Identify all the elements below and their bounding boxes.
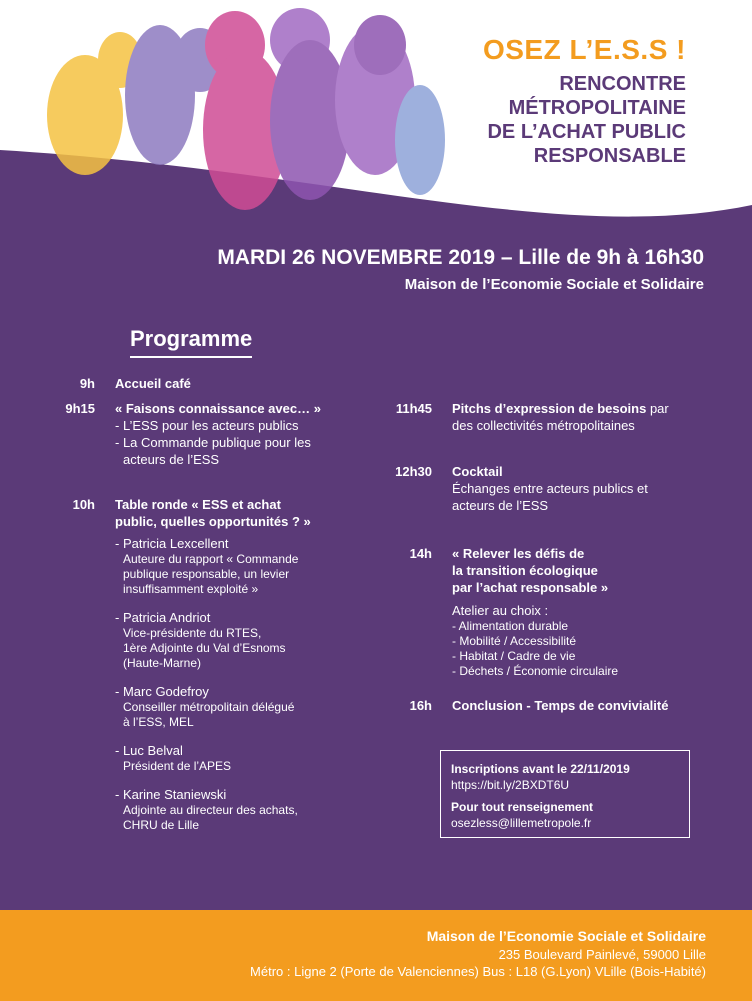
event-subtitle: RENCONTRE MÉTROPOLITAINE DE L’ACHAT PUBLIC RESPONSABLE: [487, 73, 686, 167]
conclusion: Conclusion - Temps de convivialité: [452, 698, 669, 713]
footer-transport: Métro : Ligne 2 (Porte de Valenciennes) Bus : L18 (G.Lyon) VLille (Bois-Habité): [250, 964, 706, 979]
speaker: - Patricia Andriot Vice-présidente du RTES, 1ère Adjointe du Val d’Esnoms (Haute-Marne): [115, 610, 286, 670]
speaker: - Luc Belval Président de l’APES: [115, 743, 232, 773]
headline-block: [483, 34, 686, 168]
time-11h45: 11h45: [395, 401, 432, 416]
time-9h: 9h: [79, 376, 95, 391]
event-date: MARDI 26 NOVEMBRE 2019 – Lille de 9h à 16h30: [217, 246, 704, 269]
speaker: - Karine Staniewski Adjointe au directeur des achats, CHRU de Lille: [115, 787, 298, 832]
speakers-list: [115, 535, 365, 833]
speaker: - Marc Godefroy Conseiller métropolitain délégué à l’ESS, MEL: [115, 684, 295, 729]
renseignement-label: Pour tout renseignement: [451, 800, 594, 814]
atelier-block: « Relever les défis de la transition écologique par l’achat responsable » Atelier au choix : - Alimentation durable - Mobilité / Accessibilité - Habitat / Cadre de vie - Déchets / Économie circulaire: [452, 546, 619, 678]
programme-heading: Programme: [130, 326, 252, 358]
footer-venue: Maison de l’Economie Sociale et Solidaire: [426, 928, 706, 944]
registration-box: [440, 750, 690, 838]
registration-link[interactable]: https://bit.ly/2BXDT6U: [451, 778, 570, 792]
time-16h: 16h: [409, 698, 432, 713]
speaker: - Patricia Lexcellent Auteure du rapport « Commande publique responsable, un levier insuffisamment exploité »: [115, 536, 299, 596]
time-14h: 14h: [409, 546, 432, 561]
table-ronde: Table ronde « ESS et achat public, quelles opportunités ? »: [115, 497, 311, 529]
accueil-cafe: Accueil café: [115, 376, 191, 391]
pitchs: Pitchs d’expression de besoins par des collectivités métropolitaines: [452, 401, 669, 433]
footer: [0, 910, 752, 1001]
event-venue: Maison de l’Economie Sociale et Solidaire: [404, 276, 704, 293]
cocktail: Cocktail Échanges entre acteurs publics et acteurs de l’ESS: [452, 464, 648, 513]
time-9h15: 9h15: [65, 401, 95, 416]
time-12h30: 12h30: [395, 464, 432, 479]
event-title: OSEZ L’E.S.S !: [482, 34, 686, 65]
faisons-connaissance: « Faisons connaissance avec… » - L’ESS pour les acteurs publics - La Commande publique pour les acteurs de l’ESS: [115, 401, 321, 467]
footer-address: 235 Boulevard Painlevé, 59000 Lille: [498, 947, 706, 962]
inscriptions-deadline: Inscriptions avant le 22/11/2019: [451, 762, 630, 776]
time-10h: 10h: [72, 497, 95, 512]
contact-email[interactable]: osezless@lillemetropole.fr: [451, 816, 592, 830]
